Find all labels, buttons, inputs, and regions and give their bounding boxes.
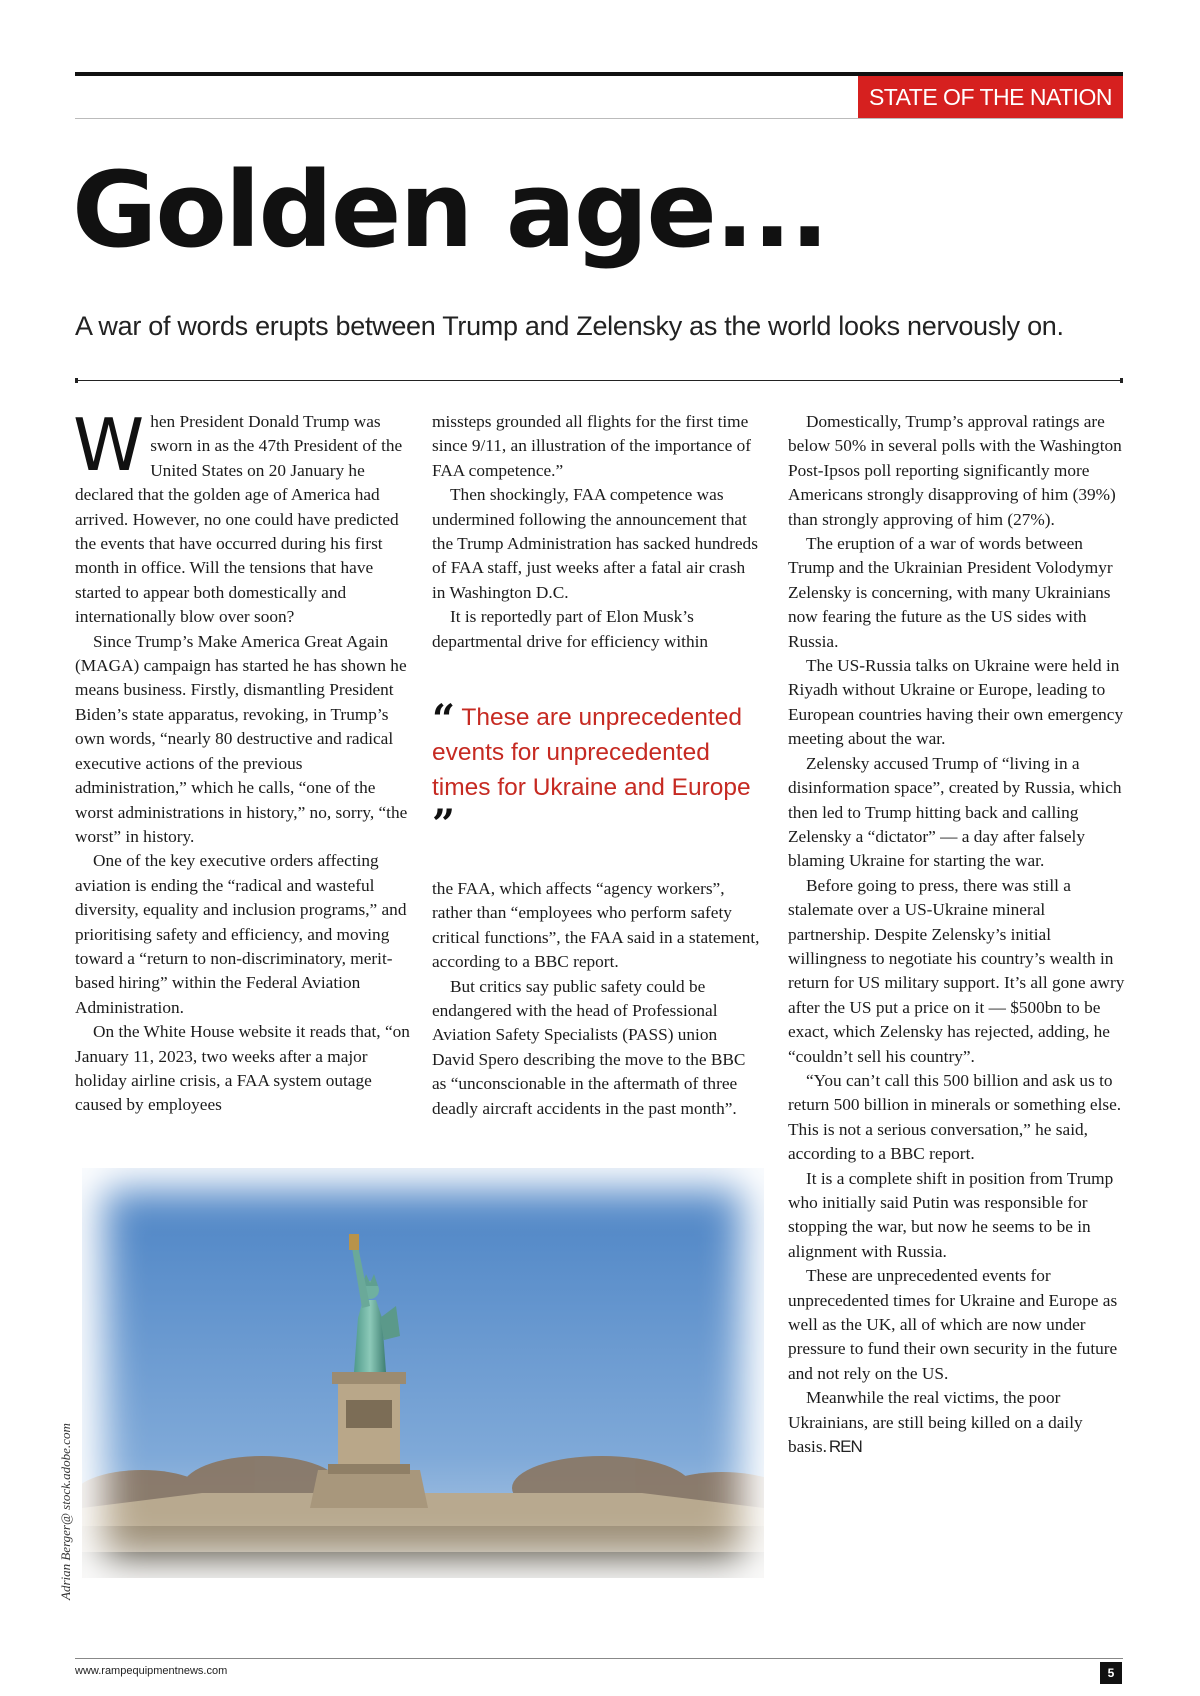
paragraph: “You can’t call this 500 billion and ask us to return 500 billion in minerals or something else. This is not a serious conversation,” he said, according to a BBC report. xyxy=(788,1070,1122,1164)
page-number: 5 xyxy=(1100,1662,1122,1684)
section-tag: STATE OF THE NATION xyxy=(858,76,1123,118)
paragraph xyxy=(73,403,410,630)
pull-quote-text: These are unprecedented events for unprecedented times for Ukraine and Europe xyxy=(432,704,751,801)
sign-off-logo: REN xyxy=(828,1437,862,1457)
paragraph: It is reportedly part of Elon Musk’s departmental drive for efficiency within xyxy=(432,607,709,651)
header-underline xyxy=(75,118,1123,119)
open-quote-icon: “ xyxy=(432,696,456,743)
paragraph xyxy=(788,1386,1126,1459)
paragraph: the FAA, which affects “agency workers”, rather than “employees who perform safety critical functions”, the FAA said in a statement, according to a BBC report. xyxy=(432,879,760,972)
article-column-2 xyxy=(432,410,762,654)
standfirst: A war of words erupts between Trump and Zelensky as the world looks nervously on. xyxy=(75,311,1064,341)
photo-credit: Adrian Berger@ stock.adobe.com xyxy=(58,1423,73,1600)
headline: Golden age... xyxy=(72,149,828,271)
footer-url[interactable]: www.rampequipmentnews.com xyxy=(75,1665,228,1677)
paragraph: The eruption of a war of words between Trump and the Ukrainian President Volodymyr Zelensky is concerning, with many Ukrainians now fearing the future as the US sides with Russia. xyxy=(788,534,1113,651)
footer-rule xyxy=(75,1658,1123,1659)
paragraph: On the White House website it reads that, “on January 11, 2023, two weeks after a major holiday airline crisis, a FAA system outage caused by employees xyxy=(75,1022,410,1115)
paragraph: The US-Russia talks on Ukraine were held in Riyadh without Ukraine or Europe, leading to European countries having their own emergency meeting about the war. xyxy=(788,656,1124,749)
paragraph: It is a complete shift in position from Trump who initially said Putin was responsible for stopping the war, but now he seems to be in alignment with Russia. xyxy=(788,1168,1114,1261)
article-column-3 xyxy=(788,410,1126,1459)
article-column-2-continued xyxy=(432,877,762,1121)
paragraph: These are unprecedented events for unprecedented times for Ukraine and Europe as well as the UK, all of which are now under pressure to fund their own security in the future and not rely on the US. xyxy=(788,1266,1118,1383)
paragraph: But critics say public safety could be endangered with the head of Professional Aviation Safety Specialists (PASS) union David Spero describing the move to the BBC as “unconscionable in the aftermath of three deadly aircraft accidents in the past month”. xyxy=(432,976,746,1118)
paragraph: missteps grounded all flights for the first time since 9/11, an illustration of the importance of FAA competence.” xyxy=(432,412,751,480)
drop-cap: W xyxy=(73,403,145,487)
paragraph: Domestically, Trump’s approval ratings are below 50% in several polls with the Washington Post-Ipsos poll reporting significantly more Americans strongly disapproving of him (39%) than strongly approving of him (27%). xyxy=(788,412,1122,529)
paragraph-text: hen President Donald Trump was sworn in as the 47th President of the United States on 20 January he declared that the golden age of America had arrived. However, no one could have predicted the events that have occurred during his first month in office. Will the tensions that have started to appear both domestically and internationally blow over soon? xyxy=(75,412,403,627)
paragraph: Since Trump’s Make America Great Again (MAGA) campaign has started he has shown he means business. Firstly, dismantling President Biden’s state apparatus, revoking, in Trump’s own words, “nearly 80 destructive and radical executive actions of the previous administration,” which he calls, “one of the worst administrations in history,” no, sorry, “the worst” in history. xyxy=(75,631,408,846)
paragraph: Zelensky accused Trump of “living in a disinformation space”, created by Russia, which then led to Trump hitting back and calling Zelensky a “dictator” — a day after falsely blaming Ukraine for starting the war. xyxy=(788,753,1122,871)
paragraph: Before going to press, there was still a stalemate over a US-Ukraine mineral partnership. Despite Zelensky’s initial willingness to negotiate his country’s wealth in return for US military support. It’s all gone awry after the US put a price on it — $500bn to be exact, which Zelensky has rejected, adding, he “couldn’t sell his country”. xyxy=(788,875,1125,1066)
paragraph: Then shockingly, FAA competence was undermined following the announcement that the Trump Administration has sacked hundreds of FAA staff, just weeks after a fatal air crash in Washington D.C. xyxy=(432,485,758,602)
paragraph: One of the key executive orders affecting aviation is ending the “radical and wasteful diversity, equality and inclusion programs,” and prioritising safety and efficiency, and moving toward a “return to non-discriminatory, merit-based hiring” within the Federal Aviation Administration. xyxy=(75,851,407,1017)
statue-of-liberty-photo xyxy=(82,1168,764,1578)
article-column-1 xyxy=(73,403,410,1118)
pull-quote xyxy=(432,696,762,848)
divider-rule xyxy=(75,380,1123,381)
paragraph-text: Meanwhile the real victims, the poor Ukrainians, are still being killed on a daily basis. xyxy=(788,1388,1083,1457)
close-quote-icon: ” xyxy=(432,801,456,848)
